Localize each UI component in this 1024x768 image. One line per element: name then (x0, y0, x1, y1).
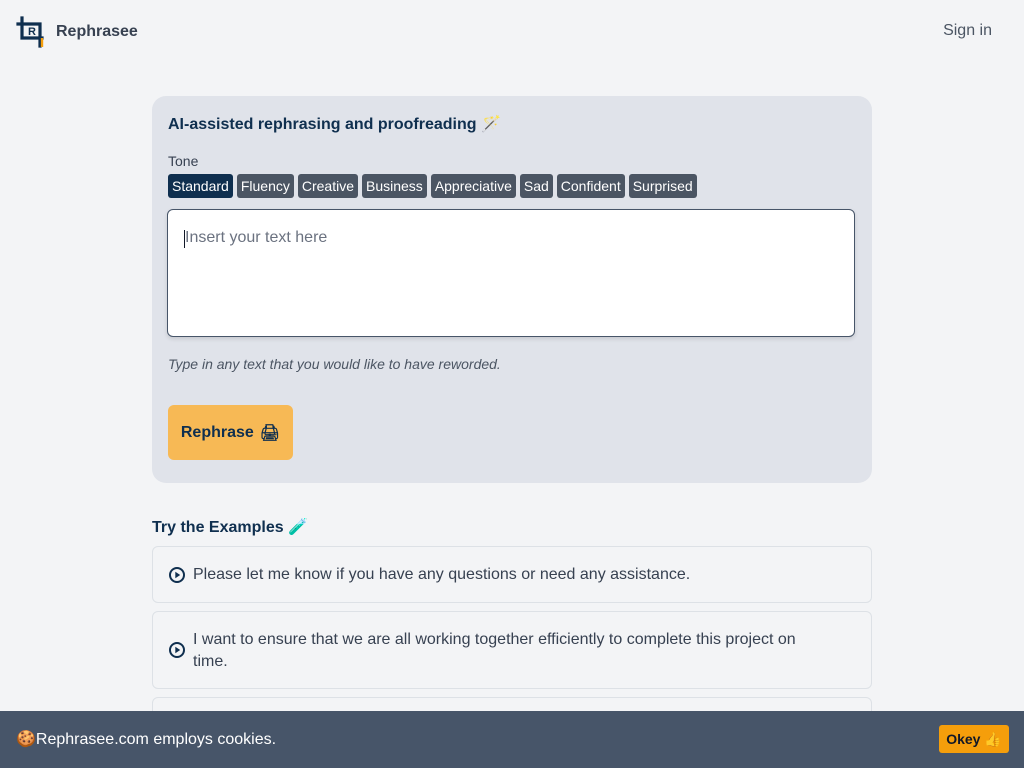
logo-letter: R (28, 26, 36, 38)
example-item[interactable] (152, 546, 872, 603)
play-circle-icon (169, 642, 185, 658)
tone-option-standard[interactable]: Standard (168, 174, 233, 198)
tone-option-creative[interactable]: Creative (298, 174, 358, 198)
play-circle-icon (169, 567, 185, 583)
tone-option-appreciative[interactable]: Appreciative (431, 174, 516, 198)
cookie-accept-button[interactable]: Okey 👍 (939, 725, 1009, 753)
tone-label: Tone (168, 153, 199, 169)
example-item[interactable] (152, 611, 872, 689)
tone-option-sad[interactable]: Sad (520, 174, 553, 198)
cookie-message: 🍪Rephrasee.com employs cookies. (16, 731, 277, 748)
rephrase-button-label: Rephrase (180, 423, 254, 441)
example-text: Please let me know if you have any questions or need any assistance. (193, 566, 691, 583)
tone-selector (168, 174, 697, 198)
rephrase-button[interactable] (168, 405, 293, 460)
text-input-placeholder: Insert your text here (185, 229, 328, 246)
tone-option-confident[interactable]: Confident (557, 174, 625, 198)
brand-name: Rephrasee (56, 23, 138, 40)
rephrase-card (152, 96, 872, 483)
crop-logo-icon (16, 16, 48, 48)
brand-logo-link[interactable] (16, 16, 138, 48)
text-input-area[interactable] (167, 209, 855, 337)
example-text: I want to ensure that we are all working together efficiently to complete this project on time. (193, 631, 796, 670)
tone-option-business[interactable]: Business (362, 174, 427, 198)
printer-icon: 🖨 (259, 424, 281, 442)
cookie-banner (0, 711, 1024, 768)
top-header (0, 0, 1024, 64)
sign-in-link[interactable]: Sign in (943, 22, 992, 39)
card-title: AI-assisted rephrasing and proofreading 🪄 (168, 116, 501, 133)
input-hint: Type in any text that you would like to have reworded. (168, 356, 501, 372)
examples-title: Try the Examples 🧪 (152, 519, 308, 536)
tone-option-surprised[interactable]: Surprised (629, 174, 697, 198)
tone-option-fluency[interactable]: Fluency (237, 174, 294, 198)
